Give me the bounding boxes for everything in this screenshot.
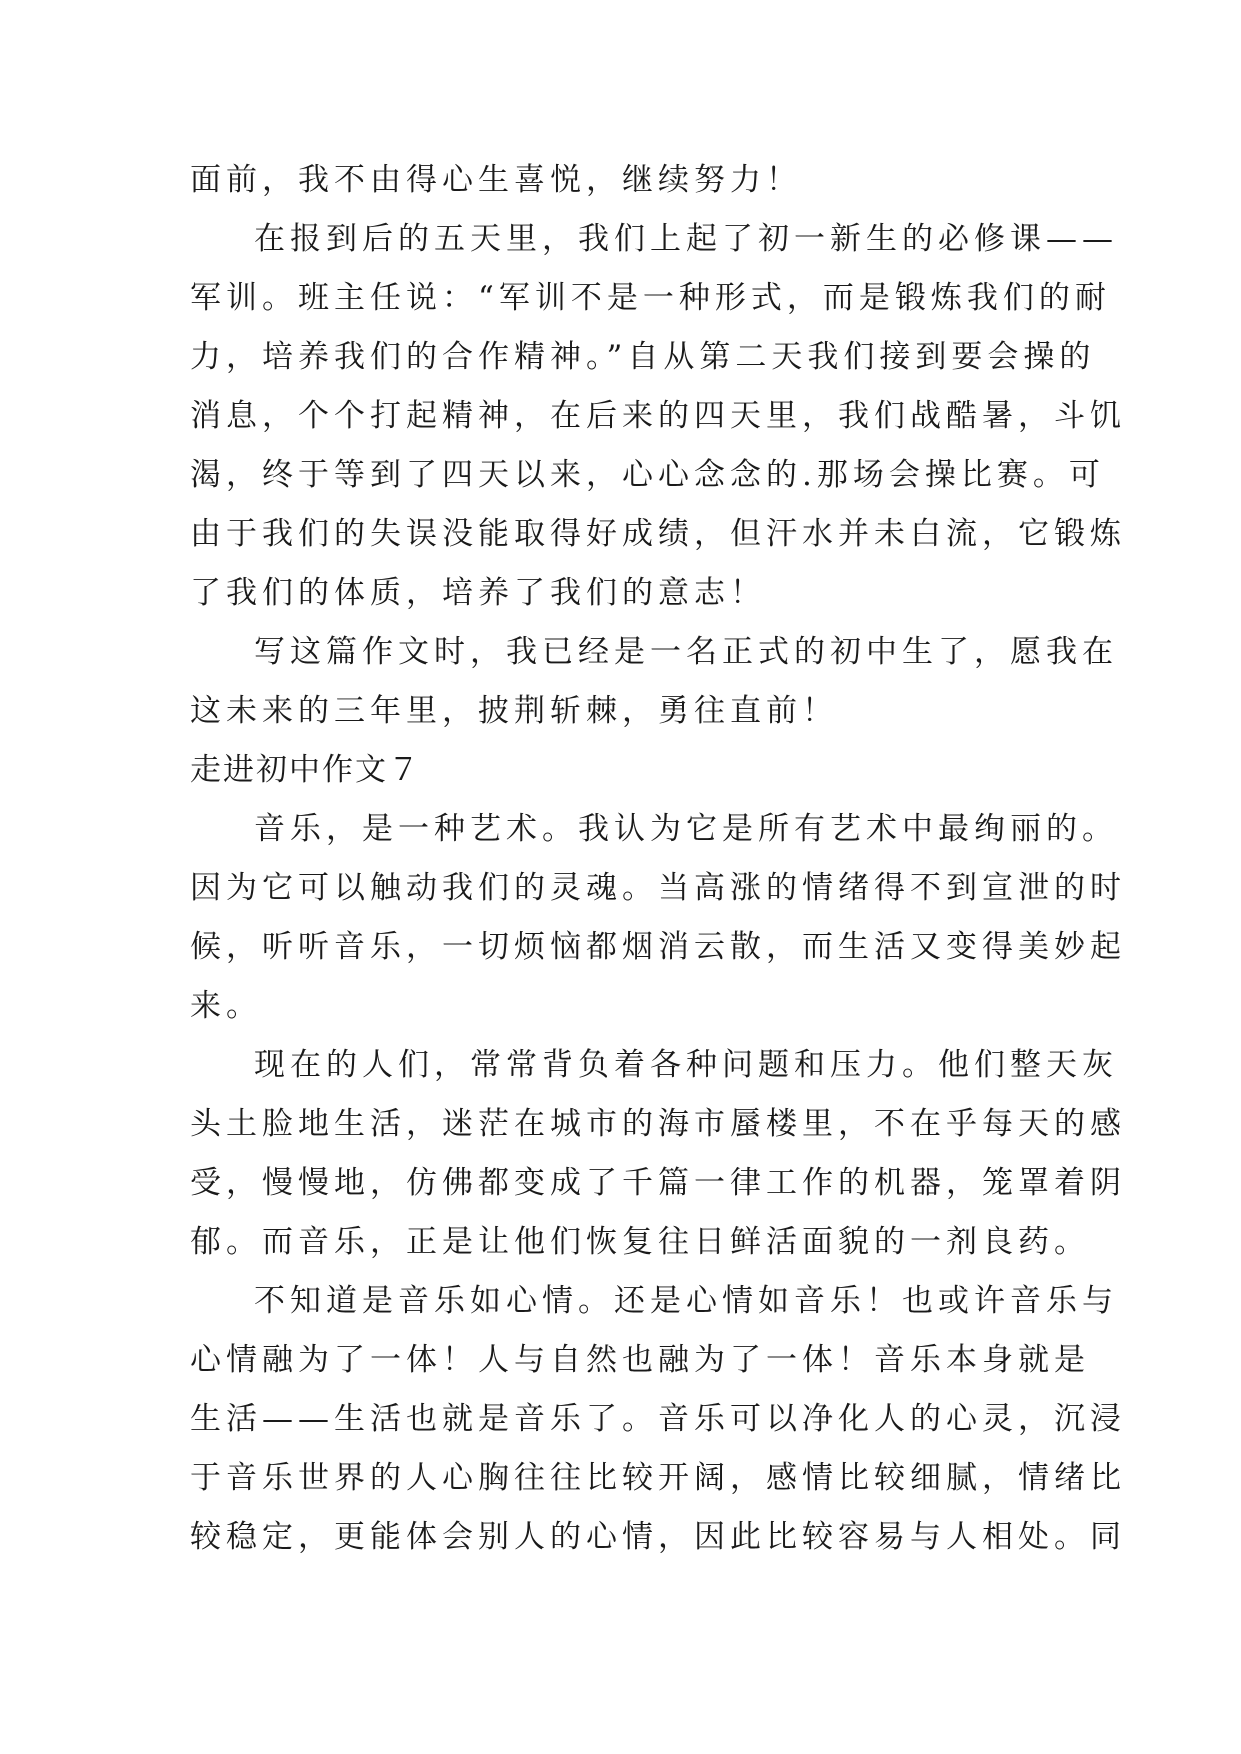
text-line: 生活——生活也就是音乐了。音乐可以净化人的心灵，沉浸	[190, 1401, 1126, 1437]
text-line: 军训。班主任说：“军训不是一种形式，而是锻炼我们的耐	[190, 280, 1111, 316]
text-line: 头土脸地生活，迷茫在城市的海市蜃楼里，不在乎每天的感	[190, 1106, 1126, 1142]
text-line: 于音乐世界的人心胸往往比较开阔，感情比较细腻，情绪比	[190, 1460, 1126, 1496]
paragraph-first-line: 不知道是音乐如心情。还是心情如音乐！也或许音乐与	[254, 1283, 1118, 1319]
text-line: 心情融为了一体！人与自然也融为了一体！音乐本身就是	[190, 1342, 1090, 1378]
text-line: 由于我们的失误没能取得好成绩，但汗水并未白流，它锻炼	[190, 516, 1126, 552]
paragraph-first-line: 现在的人们，常常背负着各种问题和压力。他们整天灰	[254, 1047, 1118, 1083]
text-line: 了我们的体质，培养了我们的意志！	[190, 575, 766, 611]
paragraph-first-line: 音乐，是一种艺术。我认为它是所有艺术中最绚丽的。	[254, 811, 1118, 847]
text-line: 渴，终于等到了四天以来，心心念念的.那场会操比赛。可	[190, 457, 1105, 493]
text-line: 消息，个个打起精神，在后来的四天里，我们战酷暑，斗饥	[190, 398, 1126, 434]
text-line: 郁。而音乐，正是让他们恢复往日鲜活面貌的一剂良药。	[190, 1224, 1090, 1260]
text-line: 因为它可以触动我们的灵魂。当高涨的情绪得不到宣泄的时	[190, 870, 1126, 906]
text-line: 这未来的三年里，披荆斩棘，勇往直前！	[190, 693, 838, 729]
section-heading: 走进初中作文７	[190, 752, 421, 788]
paragraph-first-line: 在报到后的五天里，我们上起了初一新生的必修课——	[254, 221, 1118, 257]
text-line: 来。	[190, 988, 262, 1024]
paragraph-first-line: 写这篇作文时，我已经是一名正式的初中生了，愿我在	[254, 634, 1118, 670]
text-line: 受，慢慢地，仿佛都变成了千篇一律工作的机器，笼罩着阴	[190, 1165, 1126, 1201]
text-line: 较稳定，更能体会别人的心情，因此比较容易与人相处。同	[190, 1519, 1126, 1555]
text-line: 候，听听音乐，一切烦恼都烟消云散，而生活又变得美妙起	[190, 929, 1126, 965]
text-line: 力，培养我们的合作精神。”自从第二天我们接到要会操的	[190, 339, 1096, 375]
text-line: 面前，我不由得心生喜悦，继续努力！	[190, 162, 802, 198]
